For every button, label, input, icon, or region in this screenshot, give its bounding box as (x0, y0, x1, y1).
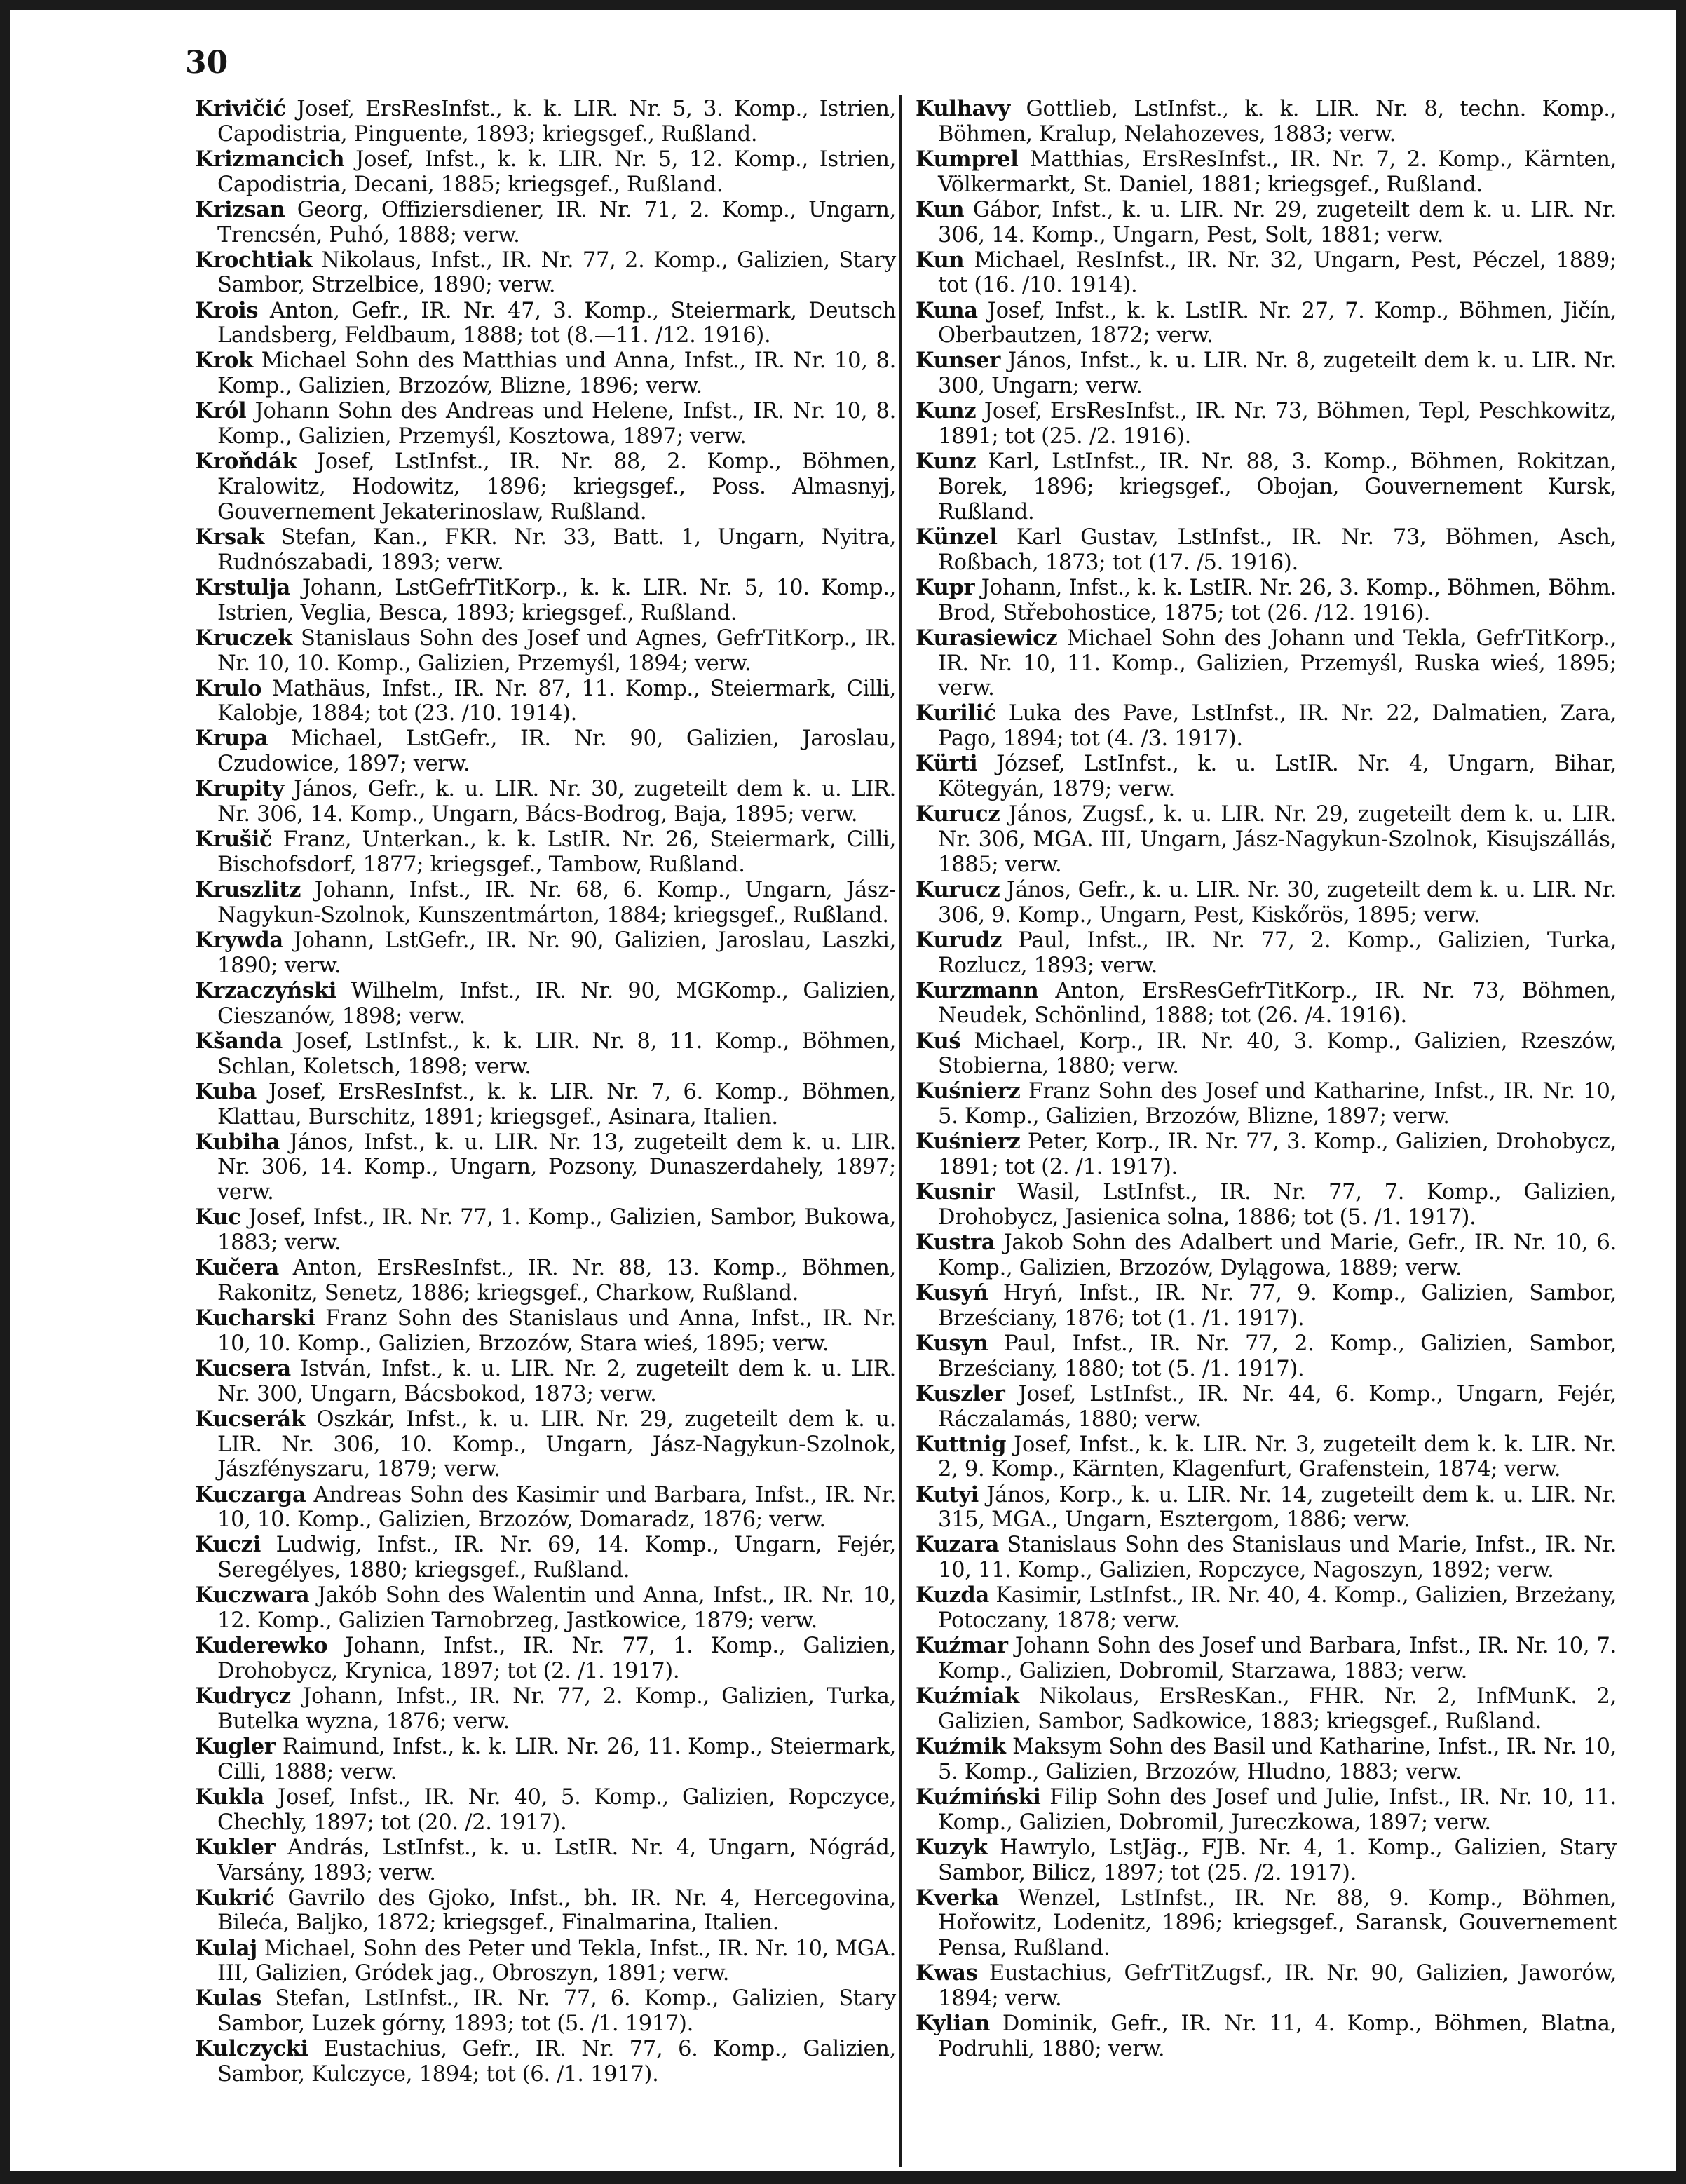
entry-surname: Kumprel (916, 146, 1019, 172)
entry-surname: Kulhavy (916, 96, 1010, 121)
entry-details: Stefan, Kan., FKR. Nr. 33, Batt. 1, Ungarn, Nyitra, Rudnószabadi, 1893; verw. (217, 524, 896, 575)
entry-surname: Kucserák (195, 1406, 306, 1432)
casualty-entry (916, 147, 1617, 198)
entry-details: Josef, Infst., k. k. LstIR. Nr. 27, 7. Komp., Böhmen, Jičín, Oberbautzen, 1872; verw. (938, 298, 1617, 348)
entry-surname: Kuczarga (195, 1481, 306, 1507)
entry-surname: Kroňdák (195, 449, 297, 475)
entry-surname: Kruszlitz (195, 877, 301, 903)
entry-details: Johann, Infst., IR. Nr. 77, 1. Komp., Galizien, Drohobycz, Krynica, 1897; tot (2. /1. 1917). (217, 1634, 896, 1684)
entry-details: Stanislaus Sohn des Josef und Agnes, GefrTitKorp., IR. Nr. 10, 10. Komp., Galizien, Przemyśl, 1894; verw. (217, 625, 896, 676)
entry-details: Georg, Offiziersdiener, IR. Nr. 71, 2. Komp., Ungarn, Trencsén, Puhó, 1888; verw. (217, 197, 896, 247)
left-column (195, 97, 896, 2087)
casualty-entry (195, 1029, 896, 1080)
entry-details: János, Zugsf., k. u. LIR. Nr. 29, zugeteilt dem k. u. LIR. Nr. 306, MGA. III, Ungarn, Jász-Nagykun-Szolnok, Kisujszállás, 1885; verw. (938, 802, 1617, 877)
casualty-entry (195, 1306, 896, 1357)
entry-surname: Kusnir (916, 1179, 995, 1205)
entry-details: János, Gefr., k. u. LIR. Nr. 30, zugeteilt dem k. u. LIR. Nr. 306, 9. Komp., Ungarn, Pest, Kiskőrös, 1895; verw. (938, 877, 1617, 928)
entry-surname: Krulo (195, 675, 262, 701)
entry-details: István, Infst., k. u. LIR. Nr. 2, zugeteilt dem k. u. LIR. Nr. 300, Ungarn, Bácsbokod, 1873; verw. (217, 1356, 896, 1406)
casualty-entry (916, 1836, 1617, 1886)
casualty-entry (195, 97, 896, 147)
entry-surname: Kulczycki (195, 2036, 308, 2062)
entry-surname: Kurudz (916, 927, 1002, 953)
entry-surname: Krupity (195, 776, 285, 802)
entry-details: Gottlieb, LstInfst., k. k. LIR. Nr. 8, techn. Komp., Böhmen, Kralup, Nelahozeves, 1883; verw. (938, 97, 1617, 147)
entry-surname: Kuszler (916, 1381, 1005, 1406)
entry-details: József, LstInfst., k. u. LstIR. Nr. 4, Ungarn, Bihar, Kötegyán, 1879; verw. (938, 752, 1617, 802)
entry-surname: Krochtiak (195, 247, 313, 273)
entry-surname: Kupr (916, 574, 975, 600)
casualty-entry (916, 626, 1617, 701)
entry-details: Raimund, Infst., k. k. LIR. Nr. 26, 11. Komp., Steiermark, Cilli, 1888; verw. (217, 1735, 896, 1784)
entry-surname: Kucharski (195, 1305, 315, 1331)
casualty-entry (195, 348, 896, 399)
entry-details: András, LstInfst., k. u. LstIR. Nr. 4, Ungarn, Nógrád, Varsány, 1893; verw. (217, 1835, 896, 1885)
entry-surname: Kverka (916, 1885, 999, 1911)
entry-surname: Kustra (916, 1230, 995, 1256)
entry-details: Gábor, Infst., k. u. LIR. Nr. 29, zugeteilt dem k. u. LIR. Nr. 306, 14. Komp., Ungarn, Pest, Solt, 1881; verw. (938, 197, 1617, 247)
entry-surname: Kun (916, 247, 965, 273)
casualty-entry (195, 1130, 896, 1205)
casualty-entry (195, 827, 896, 878)
casualty-entry (195, 1483, 896, 1533)
entry-surname: Kylian (916, 2011, 991, 2037)
entry-surname: Kulas (195, 1986, 262, 2012)
entry-surname: Kugler (195, 1734, 276, 1759)
entry-surname: Kuźmiński (916, 1784, 1041, 1810)
entry-details: Eustachius, GefrTitZugsf., IR. Nr. 90, Galizien, Jaworów, 1894; verw. (938, 1961, 1617, 2012)
entry-surname: Kuśnierz (916, 1129, 1021, 1155)
entry-details: Paul, Infst., IR. Nr. 77, 2. Komp., Galizien, Turka, Rozlucz, 1893; verw. (938, 928, 1617, 978)
casualty-entry (916, 878, 1617, 928)
entry-surname: Kunz (916, 398, 977, 424)
entry-surname: Kunser (916, 348, 1001, 374)
entry-surname: Kucsera (195, 1355, 291, 1381)
casualty-entry (195, 576, 896, 626)
entry-surname: Kunz (916, 449, 977, 475)
entry-details: Nikolaus, ErsResKan., FHR. Nr. 2, InfMunK. 2, Galizien, Sambor, Sadkowice, 1883; kriegsgef., Rußland. (938, 1684, 1617, 1734)
entry-details: Jakob Sohn des Adalbert und Marie, Gefr., IR. Nr. 10, 6. Komp., Galizien, Brzozów, Dylągowa, 1889; verw. (938, 1230, 1617, 1280)
entry-details: Matthias, ErsResInfst., IR. Nr. 7, 2. Komp., Kärnten, Völkermarkt, St. Daniel, 1881; kriegsgef., Rußland. (938, 147, 1617, 197)
entry-details: János, Infst., k. u. LIR. Nr. 13, zugeteilt dem k. u. LIR. Nr. 306, 14. Komp., Ungarn, Pozsony, Dunaszerdahely, 1897; verw. (217, 1130, 896, 1205)
casualty-entry (195, 147, 896, 198)
entry-details: Luka des Pave, LstInfst., IR. Nr. 22, Dalmatien, Zara, Pago, 1894; tot (4. /3. 1917). (938, 701, 1617, 752)
entry-surname: Kukla (195, 1784, 264, 1810)
entry-surname: Kuczi (195, 1532, 261, 1558)
casualty-entry (195, 1785, 896, 1836)
entry-details: Karl, LstInfst., IR. Nr. 88, 3. Komp., Böhmen, Rokitzan, Borek, 1896; kriegsgef., Obojan, Gouvernement Kursk, Rußland. (938, 449, 1617, 524)
entry-details: Michael Sohn des Matthias und Anna, Infst., IR. Nr. 10, 8. Komp., Galizien, Brzozów, Blizne, 1896; verw. (217, 348, 896, 399)
casualty-entry (195, 198, 896, 248)
right-column (916, 97, 1617, 2062)
entry-surname: Król (195, 398, 247, 424)
casualty-entry (916, 97, 1617, 147)
casualty-entry (195, 399, 896, 449)
entry-surname: Kurucz (916, 801, 1000, 827)
entry-surname: Krywda (195, 928, 283, 954)
entry-surname: Kutyi (916, 1481, 979, 1507)
casualty-entry (195, 1357, 896, 1407)
casualty-entry (195, 1256, 896, 1306)
casualty-entry (916, 1230, 1617, 1281)
entry-surname: Krizsan (195, 196, 285, 222)
casualty-entry (916, 752, 1617, 802)
entry-surname: Kuczwara (195, 1582, 310, 1608)
casualty-entry (916, 1634, 1617, 1684)
entry-details: Josef, Infst., IR. Nr. 40, 5. Komp., Galizien, Ropczyce, Chechly, 1897; tot (20. /2. 1917). (217, 1784, 896, 1835)
entry-details: Michael, Sohn des Peter und Tekla, Infst., IR. Nr. 10, MGA. III, Galizien, Gródek jag., Obroszyn, 1891; verw. (217, 1936, 896, 1986)
casualty-entry (916, 701, 1617, 752)
casualty-entry (195, 878, 896, 928)
casualty-entry (916, 1735, 1617, 1785)
entry-details: Paul, Infst., IR. Nr. 77, 2. Komp., Galizien, Sambor, Brześciany, 1880; tot (5. /1. 1917). (938, 1331, 1617, 1381)
entry-surname: Kurucz (916, 876, 1000, 902)
casualty-entry (916, 1483, 1617, 1533)
entry-details: Karl Gustav, LstInfst., IR. Nr. 73, Böhmen, Asch, Roßbach, 1873; tot (17. /5. 1916). (938, 524, 1617, 575)
entry-surname: Krois (195, 297, 259, 323)
entry-surname: Kuzara (916, 1532, 1000, 1558)
entry-surname: Krušič (195, 827, 273, 853)
entry-details: Johann, LstGefr., IR. Nr. 90, Galizien, Jaroslau, Laszki, 1890; verw. (217, 928, 896, 978)
casualty-entry (916, 1583, 1617, 1634)
casualty-entry (195, 979, 896, 1029)
entry-surname: Kruczek (195, 625, 293, 651)
entry-details: Johann, Infst., IR. Nr. 68, 6. Komp., Ungarn, Jász-Nagykun-Szolnok, Kunszentmárton, 1884; kriegsgef., Rußland. (217, 878, 896, 928)
entry-details: Josef, ErsResInfst., k. k. LIR. Nr. 7, 6. Komp., Böhmen, Klattau, Burschitz, 1891; kriegsgef., Asinara, Italien. (217, 1079, 896, 1130)
casualty-entry (195, 1583, 896, 1634)
casualty-entry (195, 1533, 896, 1583)
entry-surname: Kusyn (916, 1330, 988, 1356)
casualty-entry (195, 726, 896, 777)
entry-details: Maksym Sohn des Basil und Katharine, Infst., IR. Nr. 10, 5. Komp., Galizien, Brzozów, Hludno, 1883; verw. (938, 1735, 1617, 1784)
entry-details: Stefan, LstInfst., IR. Nr. 77, 6. Komp., Galizien, Stary Sambor, Luzek górny, 1893; tot (5. /1. 1917). (217, 1986, 896, 2037)
casualty-entry (195, 1684, 896, 1735)
entry-details: Johann, Infst., IR. Nr. 77, 2. Komp., Galizien, Turka, Butelka wyzna, 1876; verw. (217, 1684, 896, 1734)
casualty-entry (916, 1331, 1617, 1382)
entry-details: Filip Sohn des Josef und Julie, Infst., IR. Nr. 10, 11. Komp., Galizien, Dobromil, Jureczkowa, 1897; verw. (938, 1784, 1617, 1835)
entry-surname: Krstulja (195, 574, 290, 600)
casualty-entry (195, 449, 896, 524)
casualty-entry (195, 777, 896, 827)
entry-details: Nikolaus, Infst., IR. Nr. 77, 2. Komp., Galizien, Stary Sambor, Strzelbice, 1890; verw. (217, 247, 896, 298)
entry-surname: Kusyń (916, 1280, 988, 1305)
entry-details: Josef, Infst., IR. Nr. 77, 1. Komp., Galizien, Sambor, Bukowa, 1883; verw. (217, 1205, 896, 1256)
entry-details: Stanislaus Sohn des Stanislaus und Marie, Infst., IR. Nr. 10, 11. Komp., Galizien, Ropczyce, Nagoszyn, 1892; verw. (938, 1533, 1617, 1583)
casualty-entry (195, 1886, 896, 1937)
entry-details: Jakób Sohn des Walentin und Anna, Infst., IR. Nr. 10, 12. Komp., Galizien Tarnobrzeg, Jastkowice, 1879; verw. (217, 1583, 896, 1634)
entry-surname: Kšanda (195, 1028, 283, 1054)
casualty-entry (916, 399, 1617, 449)
entry-details: Andreas Sohn des Kasimir und Barbara, Infst., IR. Nr. 10, 10. Komp., Galizien, Brzozów, Domaradz, 1876; verw. (217, 1482, 896, 1533)
entry-details: Josef, Infst., k. k. LIR. Nr. 5, 12. Komp., Istrien, Capodistria, Decani, 1885; kriegsgef., Rußland. (217, 147, 896, 197)
entry-details: Johann Sohn des Andreas und Helene, Infst., IR. Nr. 10, 8. Komp., Galizien, Przemyśl, Kosztowa, 1897; verw. (217, 399, 896, 449)
entry-surname: Kwas (916, 1960, 978, 1986)
page-number: 30 (185, 45, 229, 81)
entry-details: Josef, LstInfst., k. k. LIR. Nr. 8, 11. Komp., Böhmen, Schlan, Koletsch, 1898; verw. (217, 1029, 896, 1079)
entry-details: Josef, LstInfst., IR. Nr. 88, 2. Komp., Böhmen, Kralowitz, Hodowitz, 1896; kriegsgef., Poss. Almasnyj, Gouvernement Jekaterinoslaw, Rußland. (217, 449, 896, 524)
entry-details: János, Infst., k. u. LIR. Nr. 8, zugeteilt dem k. u. LIR. Nr. 300, Ungarn; verw. (938, 348, 1617, 399)
casualty-entry (916, 1961, 1617, 2012)
entry-surname: Kukrić (195, 1885, 275, 1911)
entry-surname: Kuna (916, 297, 978, 323)
casualty-entry (916, 1432, 1617, 1483)
entry-surname: Kurasiewicz (916, 625, 1058, 651)
entry-details: Oszkár, Infst., k. u. LIR. Nr. 29, zugeteilt dem k. u. LIR. Nr. 306, 10. Komp., Ungarn, Jász-Nagykun-Szolnok, Jászfényszaru, 1879; verw. (217, 1406, 896, 1482)
entry-surname: Kuderewko (195, 1633, 328, 1659)
casualty-entry (195, 1407, 896, 1482)
casualty-entry (916, 299, 1617, 349)
entry-surname: Kürti (916, 751, 978, 777)
entry-surname: Krupa (195, 726, 268, 752)
casualty-entry (916, 2012, 1617, 2062)
entry-details: Johann, Infst., k. k. LstIR. Nr. 26, 3. Komp., Böhmen, Böhm. Brod, Střebohostice, 1875; tot (26. /12. 1916). (938, 575, 1617, 625)
casualty-entry (916, 1130, 1617, 1180)
casualty-entry (916, 248, 1617, 299)
entry-surname: Künzel (916, 524, 998, 550)
casualty-entry (916, 802, 1617, 877)
entry-details: Johann, LstGefrTitKorp., k. k. LIR. Nr. 5, 10. Komp., Istrien, Veglia, Besca, 1893; kriegsgef., Rußland. (217, 575, 896, 625)
entry-details: Michael, LstGefr., IR. Nr. 90, Galizien, Jaroslau, Czudowice, 1897; verw. (217, 726, 896, 777)
casualty-entry (195, 299, 896, 349)
entry-details: Wilhelm, Infst., IR. Nr. 90, MGKomp., Galizien, Cieszanów, 1898; verw. (217, 978, 896, 1029)
entry-surname: Kuśnierz (916, 1078, 1021, 1104)
entry-surname: Kukler (195, 1834, 276, 1860)
entry-details: Michael, ResInfst., IR. Nr. 32, Ungarn, Pest, Péczel, 1889; tot (16. /10. 1914). (938, 247, 1617, 298)
entry-details: János, Korp., k. u. LIR. Nr. 14, zugeteilt dem k. u. LIR. Nr. 315, MGA., Ungarn, Esztergom, 1886; verw. (938, 1482, 1617, 1533)
casualty-entry (195, 1634, 896, 1684)
entry-details: Dominik, Gefr., IR. Nr. 11, 4. Komp., Böhmen, Blatna, Podruhli, 1880; verw. (938, 2012, 1617, 2062)
entry-details: Hryń, Infst., IR. Nr. 77, 9. Komp., Galizien, Sambor, Brześciany, 1876; tot (1. /1. 1917). (938, 1280, 1617, 1331)
casualty-entry (195, 1937, 896, 1987)
casualty-entry (916, 576, 1617, 626)
casualty-entry (916, 1886, 1617, 1961)
entry-details: Franz Sohn des Josef und Katharine, Infst., IR. Nr. 10, 5. Komp., Galizien, Brzozów, Blizne, 1897; verw. (938, 1079, 1617, 1130)
entry-surname: Kurzmann (916, 977, 1039, 1003)
casualty-entry (195, 2037, 896, 2087)
casualty-entry (916, 1029, 1617, 1080)
entry-details: Hawrylo, LstJäg., FJB. Nr. 4, 1. Komp., Galizien, Stary Sambor, Bilicz, 1897; tot (25. /2. 1917). (938, 1835, 1617, 1885)
casualty-entry (916, 1079, 1617, 1130)
casualty-entry (916, 1785, 1617, 1836)
casualty-entry (916, 1684, 1617, 1735)
entry-surname: Kuś (916, 1028, 961, 1054)
entry-details: Mathäus, Infst., IR. Nr. 87, 11. Komp., Steiermark, Cilli, Kalobje, 1884; tot (23. /10. 1914). (217, 676, 896, 726)
entry-details: Josef, LstInfst., IR. Nr. 44, 6. Komp., Ungarn, Fejér, Ráczalamás, 1880; verw. (938, 1381, 1617, 1432)
entry-details: Peter, Korp., IR. Nr. 77, 3. Komp., Galizien, Drohobycz, 1891; tot (2. /1. 1917). (938, 1130, 1617, 1180)
entry-details: Eustachius, Gefr., IR. Nr. 77, 6. Komp., Galizien, Sambor, Kulczyce, 1894; tot (6. /1. 1917). (217, 2037, 896, 2087)
entry-surname: Kulaj (195, 1935, 257, 1961)
entry-details: Wenzel, LstInfst., IR. Nr. 88, 9. Komp., Böhmen, Hořowitz, Lodenitz, 1896; kriegsgef., Saransk, Gouvernement Pensa, Rußland. (938, 1885, 1617, 1961)
entry-surname: Krivičić (195, 96, 286, 121)
entry-surname: Krzaczyński (195, 977, 337, 1003)
entry-surname: Kučera (195, 1255, 280, 1281)
casualty-entry (916, 449, 1617, 524)
casualty-entry (916, 525, 1617, 576)
entry-details: Josef, Infst., k. k. LIR. Nr. 3, zugeteilt dem k. k. LIR. Nr. 2, 9. Komp., Kärnten, Klagenfurt, Grafenstein, 1874; verw. (938, 1432, 1617, 1482)
casualty-entry (195, 1735, 896, 1785)
casualty-entry (916, 348, 1617, 399)
casualty-entry (195, 1836, 896, 1886)
entry-details: Ludwig, Infst., IR. Nr. 69, 14. Komp., Ungarn, Fejér, Seregélyes, 1880; kriegsgef., Rußland. (217, 1533, 896, 1583)
casualty-entry (195, 248, 896, 299)
entry-surname: Kun (916, 196, 965, 222)
casualty-entry (195, 1080, 896, 1130)
entry-details: Michael, Korp., IR. Nr. 40, 3. Komp., Galizien, Rzeszów, Stobierna, 1880; verw. (938, 1029, 1617, 1079)
entry-details: János, Gefr., k. u. LIR. Nr. 30, zugeteilt dem k. u. LIR. Nr. 306, 14. Komp., Ungarn, Bács-Bodrog, Baja, 1895; verw. (217, 777, 896, 827)
entry-surname: Kurilić (916, 700, 997, 726)
casualty-entry (916, 979, 1617, 1029)
entry-surname: Kuźmiak (916, 1683, 1019, 1709)
entry-details: Wasil, LstInfst., IR. Nr. 77, 7. Komp., Galizien, Drohobycz, Jasienica solna, 1886; tot (5. /1. 1917). (938, 1180, 1617, 1230)
entry-surname: Kuc (195, 1205, 241, 1230)
entry-surname: Krok (195, 348, 253, 374)
entry-surname: Kuttnig (916, 1431, 1007, 1457)
casualty-entry (195, 525, 896, 576)
entry-surname: Kuźmik (916, 1734, 1006, 1759)
casualty-entry (195, 1986, 896, 2037)
casualty-entry (195, 1205, 896, 1256)
entry-details: Kasimir, LstInfst., IR. Nr. 40, 4. Komp., Galizien, Brzeżany, Potoczany, 1878; verw. (938, 1583, 1617, 1634)
entry-details: Gavrilo des Gjoko, Infst., bh. IR. Nr. 4, Hercegovina, Bileća, Baljko, 1872; kriegsgef., Finalmarina, Italien. (217, 1885, 896, 1936)
casualty-entry (916, 1533, 1617, 1583)
column-divider (899, 95, 902, 2167)
casualty-entry (916, 1180, 1617, 1230)
casualty-entry (916, 1382, 1617, 1432)
casualty-entry (916, 928, 1617, 979)
entry-surname: Krizmancich (195, 146, 345, 172)
entry-details: Johann Sohn des Josef und Barbara, Infst., IR. Nr. 10, 7. Komp., Galizien, Dobromil, Starzawa, 1883; verw. (938, 1634, 1617, 1684)
entry-details: Franz, Unterkan., k. k. LstIR. Nr. 26, Steiermark, Cilli, Bischofsdorf, 1877; kriegsgef., Tambow, Rußland. (217, 827, 896, 878)
entry-surname: Kuźmar (916, 1633, 1008, 1659)
entry-surname: Kuzda (916, 1582, 989, 1608)
casualty-entry (195, 928, 896, 979)
entry-surname: Kubiha (195, 1129, 280, 1155)
entry-details: Anton, ErsResInfst., IR. Nr. 88, 13. Komp., Böhmen, Rakonitz, Senetz, 1886; kriegsgef., Charkow, Rußland. (217, 1256, 896, 1305)
entry-details: Franz Sohn des Stanislaus und Anna, Infst., IR. Nr. 10, 10. Komp., Galizien, Brzozów, Stara wieś, 1895; verw. (217, 1306, 896, 1356)
casualty-entry (916, 198, 1617, 248)
entry-surname: Kuba (195, 1078, 257, 1104)
entry-details: Josef, ErsResInfst., IR. Nr. 73, Böhmen, Tepl, Peschkowitz, 1891; tot (25. /2. 1916). (938, 399, 1617, 449)
entry-details: Anton, ErsResGefrTitKorp., IR. Nr. 73, Böhmen, Neudek, Schönlind, 1888; tot (26. /4. 1916). (938, 978, 1617, 1029)
entry-details: Michael Sohn des Johann und Tekla, GefrTitKorp., IR. Nr. 10, 11. Komp., Galizien, Przemyśl, Ruska wieś, 1895; verw. (938, 625, 1617, 701)
entry-surname: Kudrycz (195, 1683, 291, 1709)
entry-surname: Kuzyk (916, 1834, 988, 1860)
entry-details: Anton, Gefr., IR. Nr. 47, 3. Komp., Steiermark, Deutsch Landsberg, Feldbaum, 1888; tot (8.—11. /12. 1916). (217, 298, 896, 348)
casualty-entry (195, 626, 896, 677)
entry-details: Josef, ErsResInfst., k. k. LIR. Nr. 5, 3. Komp., Istrien, Capodistria, Pinguente, 1893; kriegsgef., Rußland. (217, 97, 896, 147)
entry-surname: Krsak (195, 524, 265, 550)
casualty-entry (195, 677, 896, 727)
casualty-entry (916, 1281, 1617, 1331)
